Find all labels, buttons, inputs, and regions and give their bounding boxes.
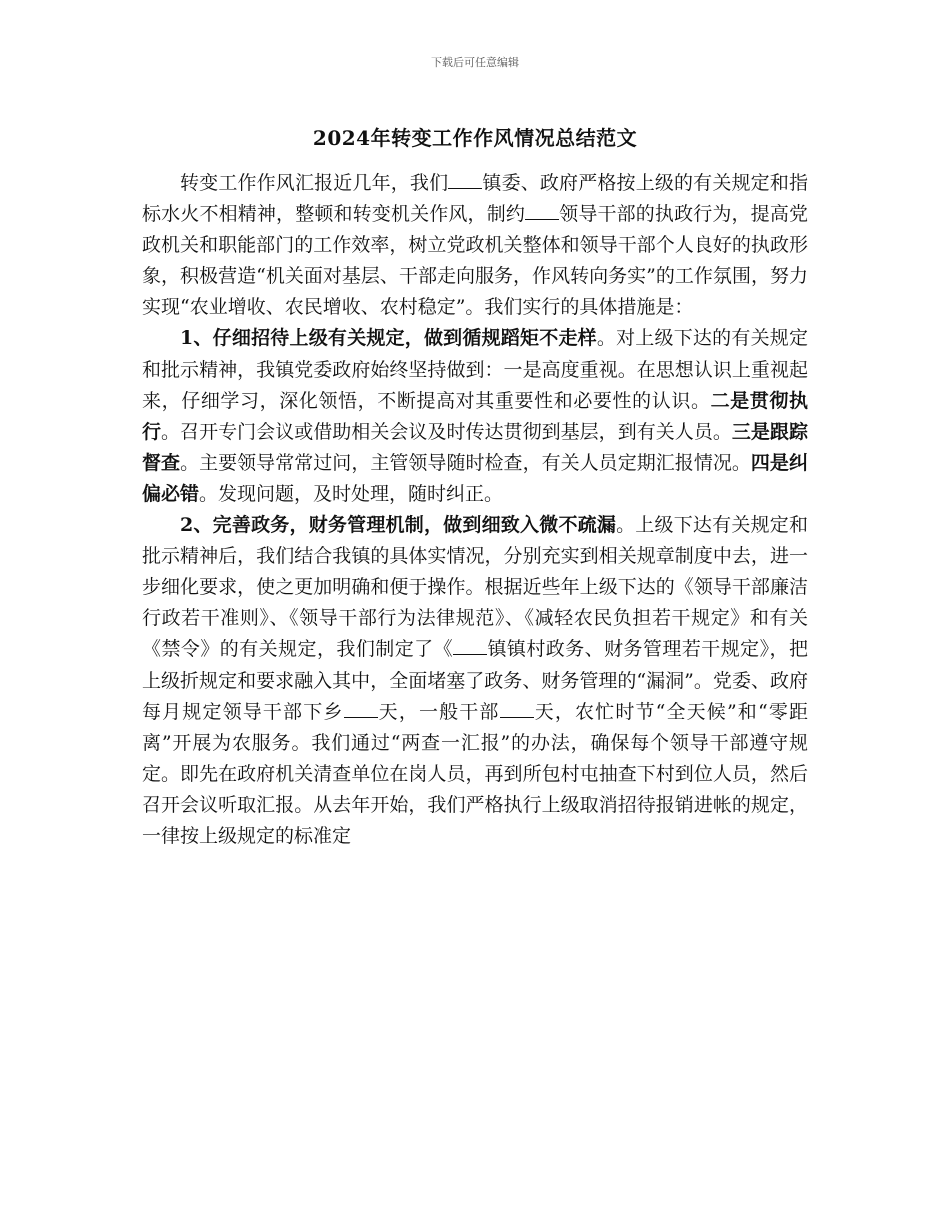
intro-paragraph (142, 168, 808, 323)
section-1-point-2: 二是贯彻执行 (142, 389, 808, 443)
blank-field (448, 172, 482, 189)
section-2-heading: 2、完善政务，财务管理机制，做到细致入微不疏漏 (180, 514, 617, 537)
intro-text-3: 领导干部的执政行为，提高党政机关和职能部门的工作效率，树立党政机关整体和领导干部个人良好的执政形象，积极营造“机关面对基层、干部走向服务，作风转向务实”的工作氛围，努力实现“农业增收、农民增收、农村稳定”。我们实行的具体措施是： (142, 203, 808, 319)
section-1-text-2: 。召开专门会议或借助相关会议及时传达贯彻到基层，到有关人员。 (161, 420, 732, 443)
section-1-heading: 1、仔细招待上级有关规定，做到循规蹈矩不走样 (180, 327, 597, 350)
section-1-paragraph (142, 323, 808, 510)
section-1-point-4: 四是纠偏必错 (142, 451, 808, 505)
section-1-point-3: 三是跟踪督查 (142, 420, 808, 474)
blank-field (344, 701, 378, 718)
section-2-paragraph (142, 510, 808, 852)
intro-text-1: 转变工作作风汇报近几年，我们 (180, 172, 449, 194)
section-2-text-2: 镇镇村政务、财务管理若干规定》，把上级折规定和要求融入其中，全面堵塞了政务、财务管理的“漏洞”。党委、政府每月规定领导干部下乡 (142, 638, 808, 723)
blank-field (453, 638, 487, 655)
blank-field (500, 701, 534, 718)
section-1-text-4: 。发现问题，及时处理，随时纠正。 (199, 482, 504, 505)
section-2-text-3: 天，一般干部 (377, 700, 500, 723)
section-1-text-1: 。对上级下达的有关规定和批示精神，我镇党委政府始终坚持做到：一是高度重视。在思想认识上重视起来，仔细学习，深化领悟，不断提高对其重要性和必要性的认识。 (142, 327, 808, 412)
document-body (142, 168, 808, 852)
section-2-text-4: 天，农忙时节“全天候”和“零距离”开展为农服务。我们通过“两查一汇报”的办法，确保每个领导干部遵守规定。即先在政府机关清查单位在岗人员，再到所包村屯抽查下村到位人员，然后召开会议听取汇报。从去年开始，我们严格执行上级取消招待报销进帐的规定，一律按上级规定的标准定 (142, 700, 808, 847)
intro-text-2: 镇委、政府严格按上级的有关规定和指标水火不相精神，整顿和转变机关作风，制约 (142, 172, 808, 226)
header-note: 下载后可任意编辑 (431, 56, 519, 69)
document-title: 2024年转变工作作风情况总结范文 (312, 126, 638, 150)
section-2-text-1: 。上级下达有关规定和批示精神后，我们结合我镇的具体实情况，分别充实到相关规章制度中去，进一步细化要求，使之更加明确和便于操作。根据近些年上级下达的《领导干部廉洁行政若干准则》、《领导干部行为法律规范》、《减轻农民负担若干规定》和有关《禁令》的有关规定，我们制定了《 (142, 514, 808, 661)
blank-field (525, 203, 559, 220)
section-1-text-3: 。主要领导常常过问，主管领导随时检查，有关人员定期汇报情况。 (180, 451, 751, 474)
